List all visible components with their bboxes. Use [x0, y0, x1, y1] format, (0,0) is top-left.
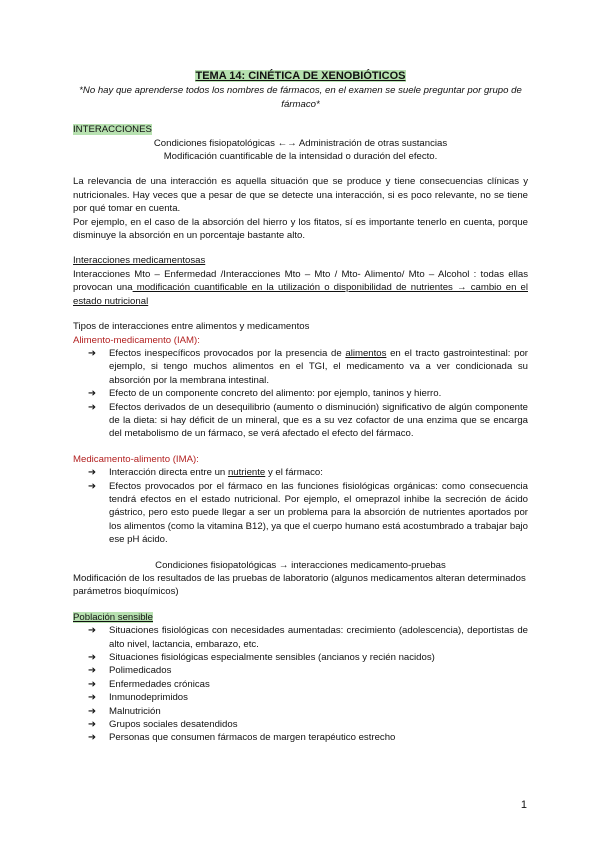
list-item: ➔ Inmunodeprimidos	[88, 692, 188, 704]
list-item: ➔ Situaciones fisiológicas con necesidades aumentadas: crecimiento (adolescencia), deportistas de alto nivel, lactancia, embarazo, etc.	[88, 625, 528, 650]
list-item: ➔ Enfermedades crónicas	[88, 678, 210, 690]
section-heading-medicamentosas: Interacciones medicamentosas	[73, 255, 206, 267]
arrow-icon: ➔	[88, 347, 97, 359]
section-tipos	[73, 320, 528, 547]
arrow-icon: ➔	[88, 719, 97, 731]
arrow-icon: ➔	[88, 665, 97, 677]
section-pruebas	[73, 559, 528, 599]
document-page	[73, 70, 528, 745]
section-medicamentosas	[73, 254, 528, 308]
pruebas-line: Condiciones fisiopatológicas → interacciones medicamento-pruebas	[155, 559, 446, 571]
section-poblacion	[73, 611, 528, 745]
list-item: ➔ Situaciones fisiológicas especialmente sensibles (ancianos y recién nacidos)	[88, 652, 435, 664]
list-item: ➔ Malnutrición	[88, 705, 161, 717]
interacciones-paragraph1: La relevancia de una interacción es aquella situación que se produce y tiene consecuencias clínicas y nutricionales. Hay veces que a pesar de que se detecte una interacción, si es poco relevante, no se tiene por qué tomar en cuenta.	[73, 176, 528, 215]
medicamentosas-paragraph: Interacciones Mto – Enfermedad /Interacciones Mto – Mto / Mto- Alimento/ Mto – Alcohol : todas ellas provocan una modificación cuantificable en la utilización o disponibilidad de nutrientes → cambio en el estado nutricional	[73, 268, 528, 307]
ima-list	[73, 466, 528, 546]
list-item: ➔ Polimedicados	[88, 665, 172, 677]
arrow-icon: ➔	[88, 732, 97, 744]
iam-list	[73, 347, 528, 441]
arrow-icon: ➔	[88, 625, 97, 637]
list-item: ➔ Grupos sociales desatendidos	[88, 719, 238, 731]
list-item: ➔ Efectos inespecíficos provocados por la presencia de alimentos en el tracto gastrointestinal: por ejemplo, si tengo muchos alimentos en el TGI, el medicamento va a ver condicionada su absorción por la membrana intestinal.	[88, 347, 528, 386]
arrow-icon: ➔	[88, 401, 97, 413]
list-item: ➔ Efectos provocados por el fármaco en las funciones fisiológicas orgánicas: como consecuencia tendrá efectos en el estado nutricional. Por ejemplo, el omeprazol inhibe la secreción de ácido gástrico, pero esto puede llegar a ser un problema para la absorción de nutrientes aportados por los alimentos (como la vitamina B12), ya que el cuerpo humano está acostumbrado a trabajar bajo ese pH ácido.	[88, 480, 528, 546]
pruebas-paragraph: Modificación de los resultados de las pruebas de laboratorio (algunos medicamentos alteran determinados parámetros bioquímicos)	[73, 573, 526, 598]
arrow-icon: ➔	[88, 692, 97, 704]
list-item: ➔ Personas que consumen fármacos de margen terapéutico estrecho	[88, 732, 396, 744]
document-subtitle: *No hay que aprenderse todos los nombres de fármacos, en el examen se suele preguntar por grupo de fármaco*	[79, 85, 522, 110]
section-heading-poblacion: Población sensible	[73, 611, 154, 623]
page-number: 1	[520, 799, 527, 811]
section-interacciones	[73, 123, 528, 242]
interacciones-line2: Modificación cuantificable de la intensidad o duración del efecto.	[163, 151, 438, 163]
poblacion-list	[73, 624, 528, 745]
list-item: ➔ Efectos derivados de un desequilibrio (aumento o disminución) significativo de algún componente de la dieta: si hay déficit de un mineral, que es a su vez cofactor de una enzima que se encarga del metabolismo de un fármaco, se verá afectado el efecto del fármaco.	[88, 401, 528, 440]
interacciones-line1: Condiciones fisiopatológicas ←→ Administración de otras sustancias	[153, 137, 448, 149]
arrow-icon: ➔	[88, 480, 97, 492]
list-item: ➔ Interacción directa entre un nutriente y el fármaco:	[88, 467, 323, 479]
arrow-icon: ➔	[88, 678, 97, 690]
arrow-icon: ➔	[88, 467, 97, 479]
arrow-icon: ➔	[88, 388, 97, 400]
interacciones-paragraph2: Por ejemplo, en el caso de la absorción del hierro y los fitatos, sí es importante tenerlo en cuenta, porque disminuye la absorción en un porcentaje bastante alto.	[73, 216, 528, 242]
arrow-icon: ➔	[88, 652, 97, 664]
list-item: ➔ Efecto de un componente concreto del alimento: por ejemplo, taninos y hierro.	[88, 388, 442, 400]
document-title: TEMA 14: CINÉTICA DE XENOBIÓTICOS	[195, 70, 406, 82]
section-heading-interacciones: INTERACCIONES	[73, 124, 152, 136]
arrow-icon: ➔	[88, 705, 97, 717]
iam-heading: Alimento-medicamento (IAM):	[73, 334, 200, 346]
section-heading-tipos: Tipos de interacciones entre alimentos y medicamentos	[73, 321, 310, 333]
ima-heading: Medicamento-alimento (IMA):	[73, 453, 199, 465]
